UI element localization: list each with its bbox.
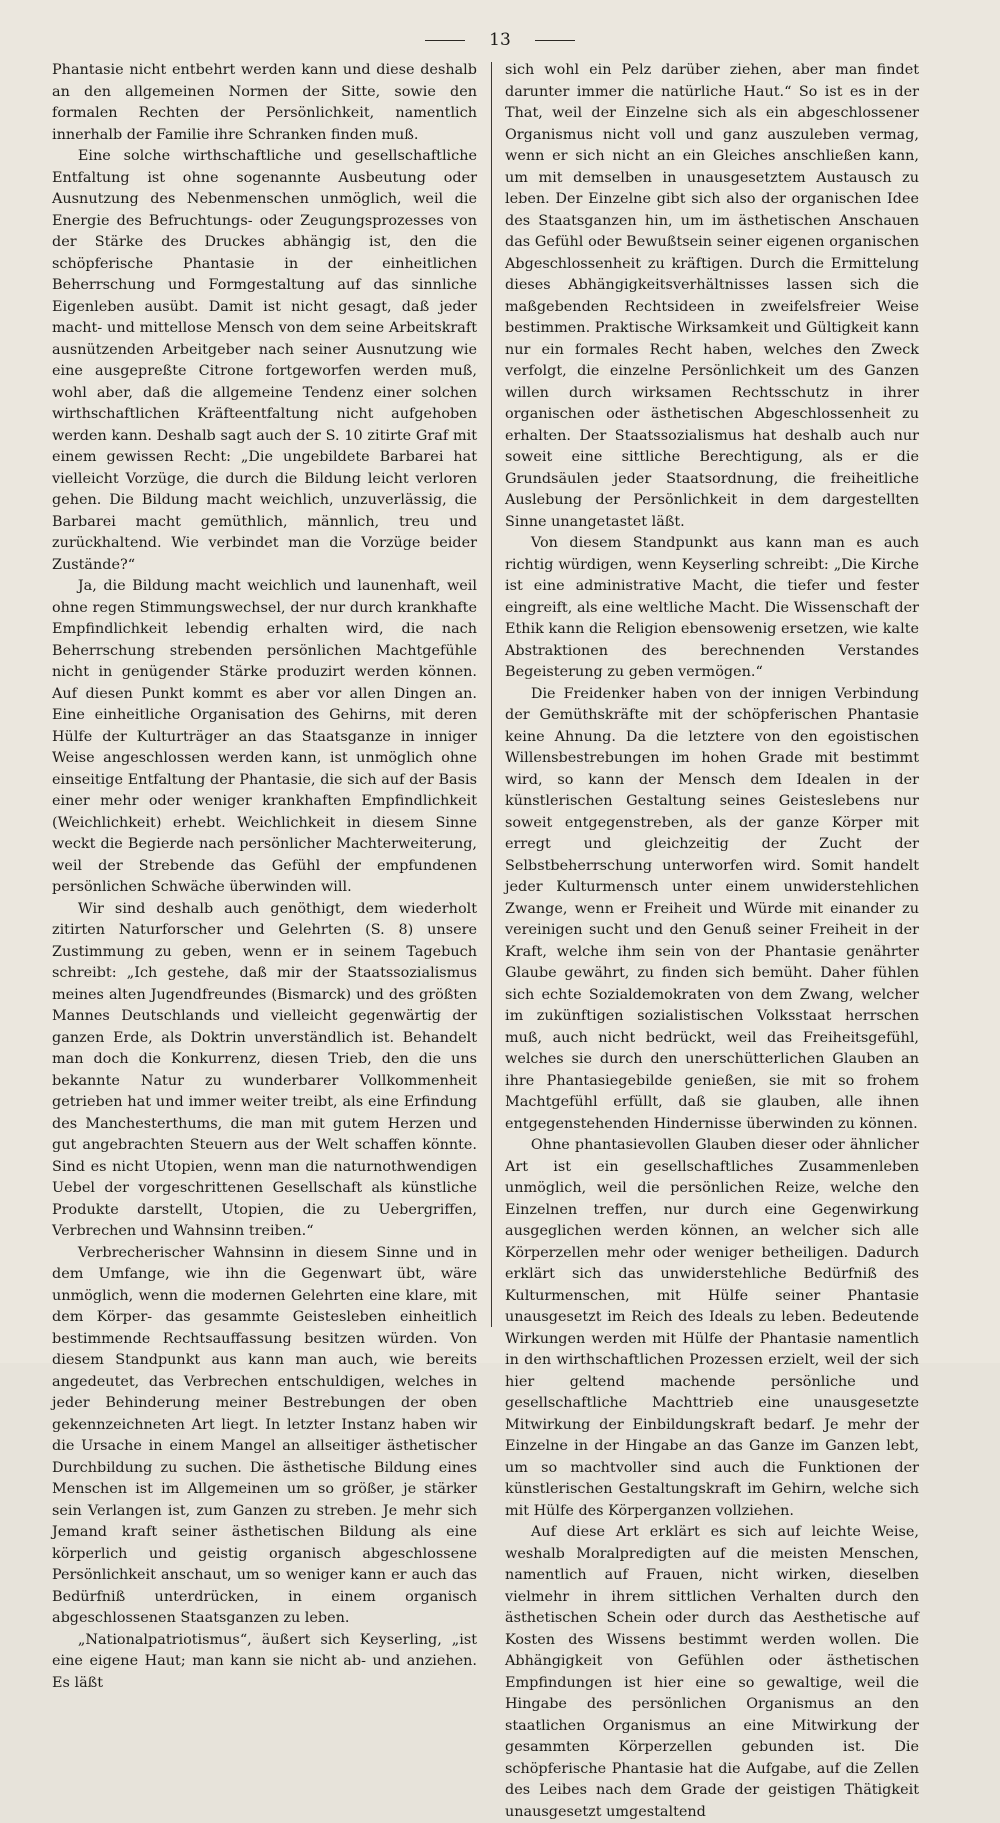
paragraph: Phantasie nicht entbehrt werden kann und diese deshalb an den allgemeinen Normen der Sitte, sowie den formalen Rechten der Persönlichkeit, namentlich innerhalb der Familie ihre Schranken finden muß. (52, 62, 477, 143)
paragraph: Auf diese Art erklärt es sich auf leichte Weise, weshalb Moralpredigten auf die meisten Menschen, namentlich auf Frauen, nicht wirken, dieselben vielmehr in ihrem sittlichen Verhalten durch den ästhetischen Schein oder durch das Aesthetische auf Kosten des Wissens bestimmt werden wollen. Die Abhängigkeit von Gefühlen oder ästhetischen Empfindungen ist hier eine so gewaltige, weil die Hingabe des persönlichen Organismus an den staatlichen Organismus an eine Mitwirkung der gesammten Körperzellen gebunden ist. Die schöpferische Phantasie hat die Aufgabe, auf die Zellen des Leibes nach dem Grade der geistigen Thätigkeit unausgesetzt umgestaltend (505, 1524, 919, 1820)
paragraph: Die Freidenker haben von der innigen Verbindung der Gemüthskräfte mit der schöpferischen Phantasie keine Ahnung. Da die letztere von den egoistischen Willensbestrebungen im hohen Grade mit bestimmt wird, so kann der Mensch dem Idealen in der künstlerischen Gestaltung seines Geisteslebens nur soweit entgegenstreben, als der ganze Körper mit erregt und gleichzeitig der Zucht der Selbstbeherrschung unterworfen wird. Somit handelt jeder Kulturmensch unter einem unwiderstehlichen Zwange, wenn er Freiheit und Würde mit einander zu vereinigen sucht und den Genuß seiner Freiheit in der Kraft, welche ihm sein von der Phantasie genährter Glaube gewährt, zu finden sich bemüht. Daher fühlen sich echte Sozialdemokraten von dem Zwang, welcher im zukünftigen sozialistischen Volksstaat herrschen muß, auch nicht bedrückt, weil das Freiheitsgefühl, welches sie durch den unerschütterlichen Glauben an ihre Phantasiegebilde genießen, sie mit so frohem Machtgefühl erfüllt, daß sie glauben, alle ihnen entgegenstehenden Hindernisse überwinden zu können. (505, 685, 919, 1132)
header-rule-right (535, 40, 575, 41)
page-number: 13 (489, 30, 511, 50)
paragraph: Ja, die Bildung macht weichlich und launenhaft, weil ohne regen Stimmungswechsel, der nur durch krankhafte Empfindlichkeit lebendig erhalten wird, die nach Beherrschung strebenden persönlichen Machtgefühle nicht in genügender Stärke produzirt werden können. Auf diesen Punkt kommt es aber vor allen Dingen an. Eine einheitliche Organisation des Gehirns, mit deren Hülfe der Kulturträger an das Staatsganze in inniger Weise angeschlossen werden kann, ist unmöglich ohne einseitige Entfaltung der Phantasie, die sich auf der Basis einer mehr oder weniger krankhaften Empfindlichkeit (Weichlichkeit) erhebt. Weichlichkeit in diesem Sinne weckt die Begierde nach persönlicher Machterweiterung, weil der Strebende das Gefühl der empfundenen persönlichen Schwäche überwinden will. (52, 578, 477, 895)
paragraph: „Nationalpatriotismus“, äußert sich Keyserling, „ist eine eigene Haut; man kann sie nicht ab- und anziehen. Es läßt (52, 1631, 477, 1691)
page-header (0, 28, 1000, 52)
paragraph: Wir sind deshalb auch genöthigt, dem wiederholt zitirten Naturforscher und Gelehrten (S. 8) unsere Zustimmung zu geben, wenn er in seinem Tagebuch schreibt: „Ich gestehe, daß mir der Staatssozialismus meines alten Jugendfreundes (Bismarck) und des größten Mannes Deutschlands und vielleicht gegenwärtig der ganzen Erde, als Doktrin unverständlich ist. Behandelt man doch die Konkurrenz, diesen Trieb, den die uns bekannte Natur zu wunderbarer Vollkommenheit getrieben hat und immer weiter treibt, als eine Erfindung des Manchesterthums, die man mit gutem Herzen und gut angebrachten Steuern aus der Welt schaffen könnte. Sind es nicht Utopien, wenn man die naturnothwendigen Uebel der vorgeschrittenen Gesellschaft als künstliche Produkte darstellt, Utopien, die zu Uebergriffen, Verbrechen und Wahnsinn treiben.“ (52, 900, 477, 1239)
paragraph: Ohne phantasievollen Glauben dieser oder ähnlicher Art ist ein gesellschaftliches Zusammenleben unmöglich, weil die persönlichen Reize, welche den Einzelnen treffen, nur durch eine Gegenwirkung ausgeglichen werden können, an welcher sich alle Körperzellen mehr oder weniger betheiligen. Dadurch erklärt sich das unwiderstehliche Bedürfniß des Kulturmenschen, mit Hülfe seiner Phantasie unausgesetzt im Reich des Ideals zu leben. Bedeutende Wirkungen werden mit Hülfe der Phantasie namentlich in den wirthschaftlichen Prozessen erzielt, weil der sich hier geltend machende persönliche und gesellschaftliche Machttrieb eine unausgesetzte Mitwirkung der Einbildungskraft bedarf. Je mehr der Einzelne in der Hingabe an das Ganze im Ganzen lebt, um so machtvoller sind auch die Funktionen der künstlerischen Gestaltungskraft im Gehirn, welche sich mit Hülfe des Körperganzen vollziehen. (505, 1137, 919, 1519)
paragraph: Verbrecherischer Wahnsinn in diesem Sinne und in dem Umfange, wie ihn die Gegenwart übt, wäre unmöglich, wenn die modernen Gelehrten eine klare, mit dem Körper- das gesammte Geistesleben einheitlich bestimmende Rechtsauffassung besitzen würden. Von diesem Standpunkt aus kann man auch, wie bereits angedeutet, das Verbrechen entschuldigen, welches in jeder Behinderung meiner Bestrebungen der oben gekennzeichneten Art liegt. In letzter Instanz haben wir die Ursache in einem Mangel an allseitiger ästhetischer Durchbildung zu suchen. Die ästhetische Bildung eines Menschen ist im Allgemeinen um so größer, je stärker sein Verlangen ist, zum Ganzen zu streben. Je mehr sich Jemand kraft seiner ästhetischen Bildung als eine körperlich und geistig organisch abgeschlossene Persönlichkeit anschaut, um so weniger kann er auch das Bedürfniß unterdrücken, in einem organisch abgeschlossenen Staatsganzen zu leben. (52, 1244, 477, 1626)
paragraph: sich wohl ein Pelz darüber ziehen, aber man findet darunter immer die natürliche Haut.“ So ist es in der That, weil der Einzelne sich als ein abgeschlossener Organismus nicht voll und ganz auszuleben vermag, wenn er sich nicht an ein Gleiches anschließen kann, um mit demselben in unausgesetztem Austausch zu leben. Der Einzelne gibt sich also der organischen Idee des Staatsganzen hin, um im ästhetischen Anschauen das Gefühl oder Bewußtsein seiner eigenen organischen Abgeschlossenheit zu kräftigen. Durch die Ermittelung dieses Abhängigkeitsverhältnisses lassen sich die maßgebenden Rechtsideen in zweifelsfreier Weise bestimmen. Praktische Wirksamkeit und Gültigkeit kann nur ein formales Recht haben, welches den Zweck verfolgt, die einzelne Persönlichkeit um des Ganzen willen durch wirksamen Rechtsschutz in ihrer organischen oder ästhetischen Abgeschlossenheit zu erhalten. Der Staatssozialismus hat deshalb auch nur soweit eine sittliche Berechtigung, als er die Grundsäulen jeder Staatsordnung, die freiheitliche Auslebung der Persönlichkeit in dem dargestellten Sinne unangetastet läßt. (505, 62, 919, 530)
paragraph: Eine solche wirthschaftliche und gesellschaftliche Entfaltung ist ohne sogenannte Ausbeutung oder Ausnutzung des Nebenmenschen unmöglich, weil die Energie des Befruchtungs- oder Zeugungsprozesses von der Stärke des Druckes abhängig ist, den die schöpferische Phantasie in der einheitlichen Beherrschung und Formgestaltung auf das sinnliche Eigenleben ausübt. Damit ist nicht gesagt, daß jeder macht- und mittellose Mensch von dem seine Arbeitskraft ausnützenden Arbeitgeber nach seiner Ausnutzung wie eine ausgepreßte Citrone fortgeworfen werden muß, wohl aber, daß die allgemeine Tendenz einer solchen wirthschaftlichen Kräfteentfaltung nicht aufgehoben werden kann. Deshalb sagt auch der S. 10 zitirte Graf mit einem gewissen Recht: „Die ungebildete Barbarei hat vielleicht Vorzüge, die durch die Bildung leicht verloren gehen. Die Bildung macht weichlich, unzuverlässig, die Barbarei macht gemüthlich, männlich, treu und zurückhaltend. Wie verbindet man die Vorzüge beider Zustände?“ (52, 148, 477, 573)
left-column (52, 60, 477, 1691)
column-divider (491, 62, 492, 1327)
header-rule-left (425, 40, 465, 41)
paragraph: Von diesem Standpunkt aus kann man es auch richtig würdigen, wenn Keyserling schreibt: „Die Kirche ist eine administrative Macht, die tiefer und fester eingreift, als eine weltliche Macht. Die Wissenschaft der Ethik kann die Religion ebensowenig ersetzen, wie kalte Abstraktionen des berechnenden Verstandes Begeisterung zu geben vermögen.“ (505, 535, 919, 680)
right-column (505, 60, 919, 1820)
